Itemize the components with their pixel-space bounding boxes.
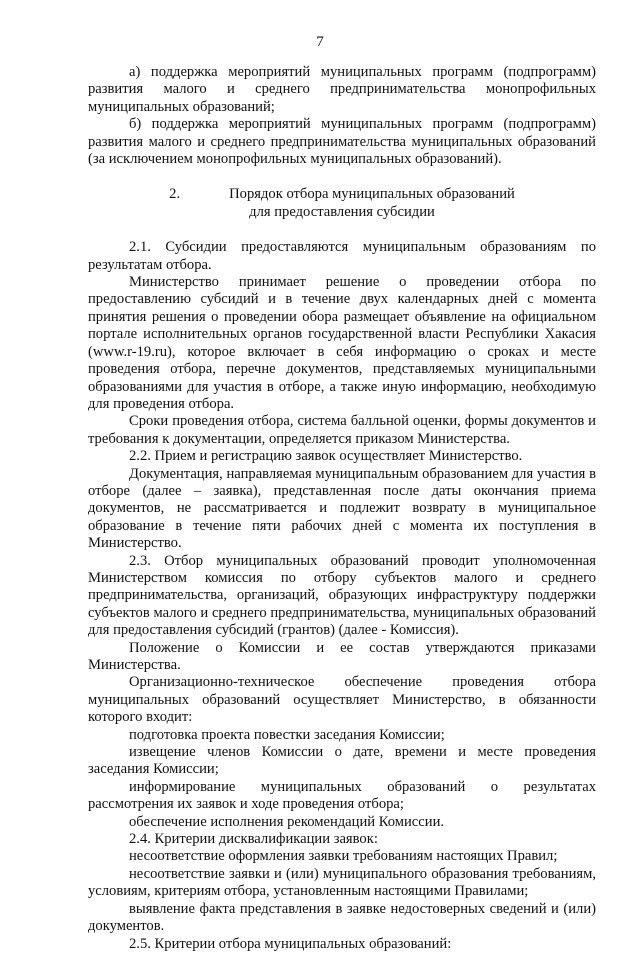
paragraph: Организационно-техническое обеспечение проведения отбора муниципальных образований осуществляет Министерство, в обязанности которого входит: [88, 674, 596, 726]
paragraph: 2.5. Критерии отбора муниципальных образований: [129, 935, 452, 952]
paragraph: а) поддержка мероприятий муниципальных программ (подпрограмм) развития малого и среднего предпринимательства монопрофильных муниципальных образований; [88, 64, 596, 115]
paragraph: 2.4. Критерии дисквалификации заявок: [129, 831, 378, 848]
list-item: обеспечение исполнения рекомендаций Комиссии. [129, 813, 445, 830]
paragraph: Положение о Комиссии и ее состав утверждаются приказами Министерства. [88, 639, 596, 673]
page-number: 7 [316, 34, 324, 50]
list-item: несоответствие заявки и (или) муниципального образования требованиям, условиям, критериям отбора, установленным настоящими Правилами; [88, 865, 596, 900]
list-item: несоответствие оформления заявки требованиям настоящих Правил; [129, 848, 558, 865]
paragraph: 2.3. Отбор муниципальных образований проводит уполномоченная Министерством комиссия по отбору субъектов малого и среднего предпринимательства, организаций, образующих инфраструктуру поддержки субъектов малого и среднего предпринимательства, муниципальных образований для предоставления субсидий (грантов) (далее - Комиссия). [88, 552, 596, 639]
list-item: выявление факта представления в заявке недостоверных сведений и (или) документов. [88, 900, 596, 935]
list-item: информирование муниципальных образований о результатах рассмотрения их заявок и ходе проведения отбора; [88, 778, 596, 813]
document-body [88, 64, 596, 953]
list-item: подготовка проекта повестки заседания Комиссии; [129, 726, 445, 743]
list-item: извещение членов Комиссии о дате, времени и месте проведения заседания Комиссии; [88, 744, 596, 778]
paragraph: Сроки проведения отбора, система балльной оценки, формы документов и требования к документации, определяется приказом Министерства. [88, 413, 596, 447]
paragraph: Министерство принимает решение о проведении отбора по предоставлению субсидий и в течение двух календарных дней с момента принятия решения о проведении обора размещает объявление на официальном портале исполнительных органов государственной власти Республики Хакасия (www.r-19.ru), которое включает в себя информацию о сроках и месте проведения отбора, перечне документов, представляемых муниципальными образованиями для участия в отборе, а также иную информацию, необходимую для проведения отбора. [88, 274, 596, 412]
paragraph: 2.1. Субсидии предоставляются муниципальным образованиям по результатам отбора. [88, 239, 596, 273]
section-title-line1: Порядок отбора муниципальных образований [229, 186, 515, 203]
paragraph: б) поддержка мероприятий муниципальных программ (подпрограмм) развития малого и среднего предпринимательства муниципальных образований (за исключением монопрофильных муниципальных образований). [88, 116, 596, 168]
section-number: 2. [169, 186, 181, 203]
section-title-line2: для предоставления субсидии [249, 203, 435, 220]
paragraph: Документация, направляемая муниципальным образованием для участия в отборе (далее – заявка), представленная после даты окончания приема документов, не рассматривается и подлежит возврату в муниципальное образование в течение пяти рабочих дней с момента их поступления в Министерство. [88, 465, 596, 552]
section-heading [88, 186, 596, 203]
paragraph: 2.2. Прием и регистрацию заявок осуществляет Министерство. [129, 448, 523, 465]
